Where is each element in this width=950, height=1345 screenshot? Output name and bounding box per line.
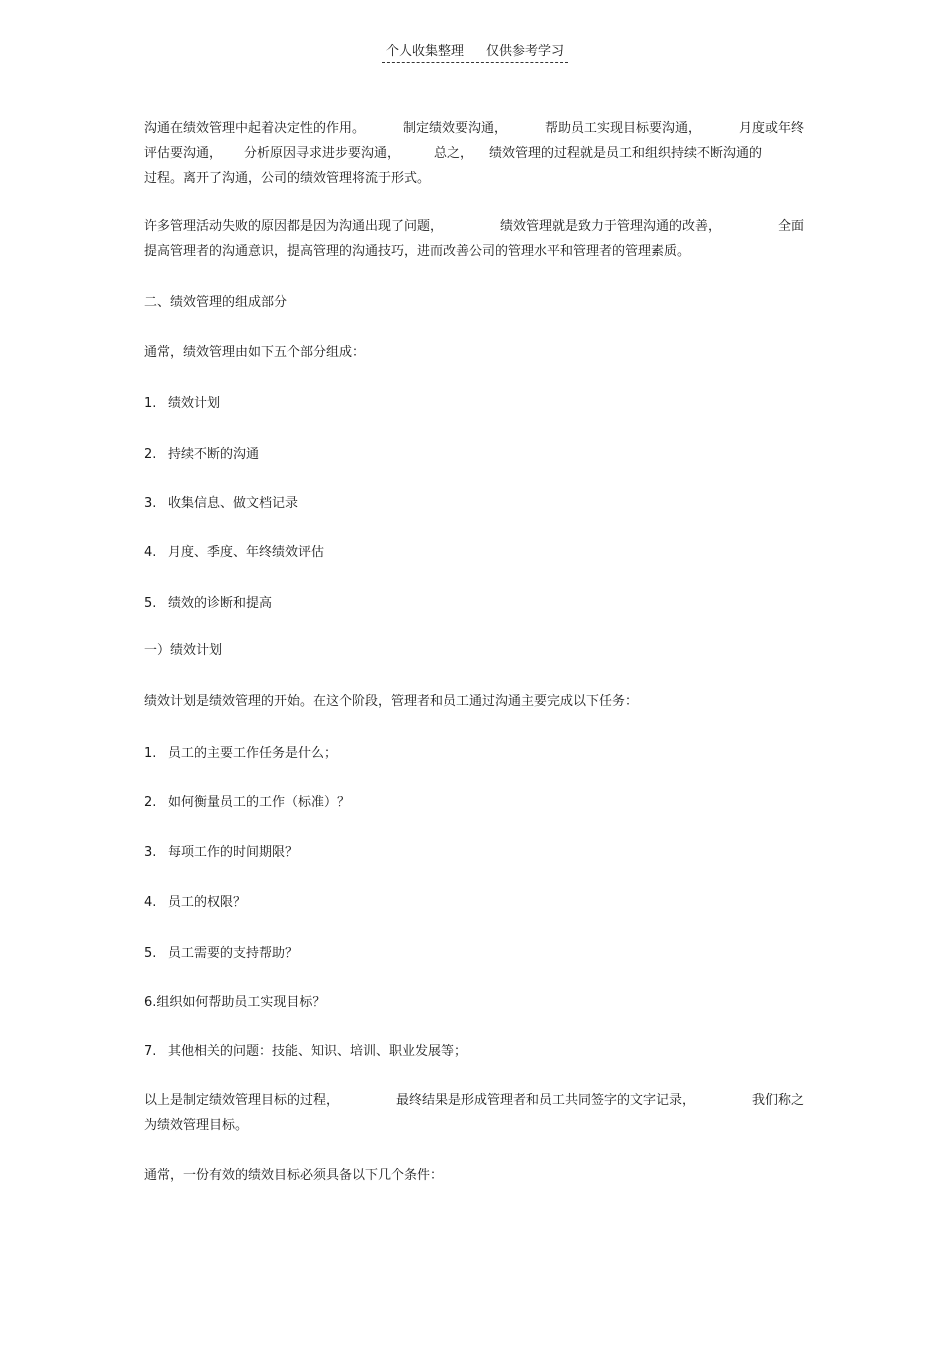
list-item: 5. 员工需要的支持帮助？ [144, 946, 299, 961]
text-segment: 评估要沟通， [144, 146, 223, 161]
list-item: 2. 持续不断的沟通 [144, 447, 260, 462]
header-left-text: 个人收集整理 [385, 44, 464, 59]
list-item: 5. 绩效的诊断和提高 [144, 596, 273, 611]
list-item: 1. 员工的主要工作任务是什么； [144, 746, 338, 761]
paragraph-management-failure [144, 214, 804, 264]
paragraph-line [144, 1088, 804, 1113]
list-item: 7. 其他相关的问题：技能、知识、培训、职业发展等； [144, 1044, 468, 1059]
text-segment: 帮助员工实现目标要沟通， [544, 121, 701, 136]
paragraph-line [144, 214, 804, 239]
header-dashed-underline [382, 40, 568, 63]
text-segment: 月度或年终 [738, 121, 804, 136]
text-segment: 我们称之 [751, 1093, 804, 1108]
list-item: 1. 绩效计划 [144, 396, 221, 411]
text-segment: 总之， [434, 146, 474, 161]
list-item: 2. 如何衡量员工的工作（标准）？ [144, 795, 351, 810]
list-item: 3. 每项工作的时间期限？ [144, 845, 299, 860]
paragraph-conditions: 通常，一份有效的绩效目标必须具备以下几个条件： [144, 1168, 444, 1183]
list-item: 4. 月度、季度、年终绩效评估 [144, 545, 325, 560]
paragraph-goal-process [144, 1088, 804, 1138]
paragraph-line: 过程。离开了沟通，公司的绩效管理将流于形式。 [144, 171, 431, 186]
list-item: 6.组织如何帮助员工实现目标？ [144, 995, 326, 1010]
paragraph-line: 提高管理者的沟通意识，提高管理的沟通技巧，进而改善公司的管理水平和管理者的管理素质。 [144, 244, 691, 259]
text-segment: 全面 [777, 219, 804, 234]
text-segment: 许多管理活动失败的原因都是因为沟通出现了问题， [144, 219, 444, 234]
subsection-title: 一）绩效计划 [144, 643, 223, 658]
text-segment: 以上是制定绩效管理目标的过程， [144, 1093, 340, 1108]
page-header [0, 40, 950, 63]
text-segment: 沟通在绩效管理中起着决定性的作用。 [144, 121, 366, 136]
header-right-text: 仅供参考学习 [486, 44, 565, 59]
text-segment: 制定绩效要沟通， [402, 121, 507, 136]
section-title: 二、绩效管理的组成部分 [144, 295, 288, 310]
paragraph-line [144, 141, 804, 166]
text-segment: 绩效管理的过程就是员工和组织持续不断沟通的 [489, 146, 763, 161]
list-item: 3. 收集信息、做文档记录 [144, 496, 299, 511]
text-segment: 绩效管理就是致力于管理沟通的改善， [499, 219, 721, 234]
paragraph-communication [144, 116, 804, 191]
section-intro: 通常，绩效管理由如下五个部分组成： [144, 345, 366, 360]
list-item: 4. 员工的权限？ [144, 895, 247, 910]
text-segment: 最终结果是形成管理者和员工共同签字的文字记录， [395, 1093, 695, 1108]
subsection-intro: 绩效计划是绩效管理的开始。在这个阶段，管理者和员工通过沟通主要完成以下任务： [144, 694, 639, 709]
paragraph-line [144, 116, 804, 141]
text-segment: 分析原因寻求进步要沟通， [244, 146, 401, 161]
paragraph-line: 为绩效管理目标。 [144, 1118, 249, 1133]
